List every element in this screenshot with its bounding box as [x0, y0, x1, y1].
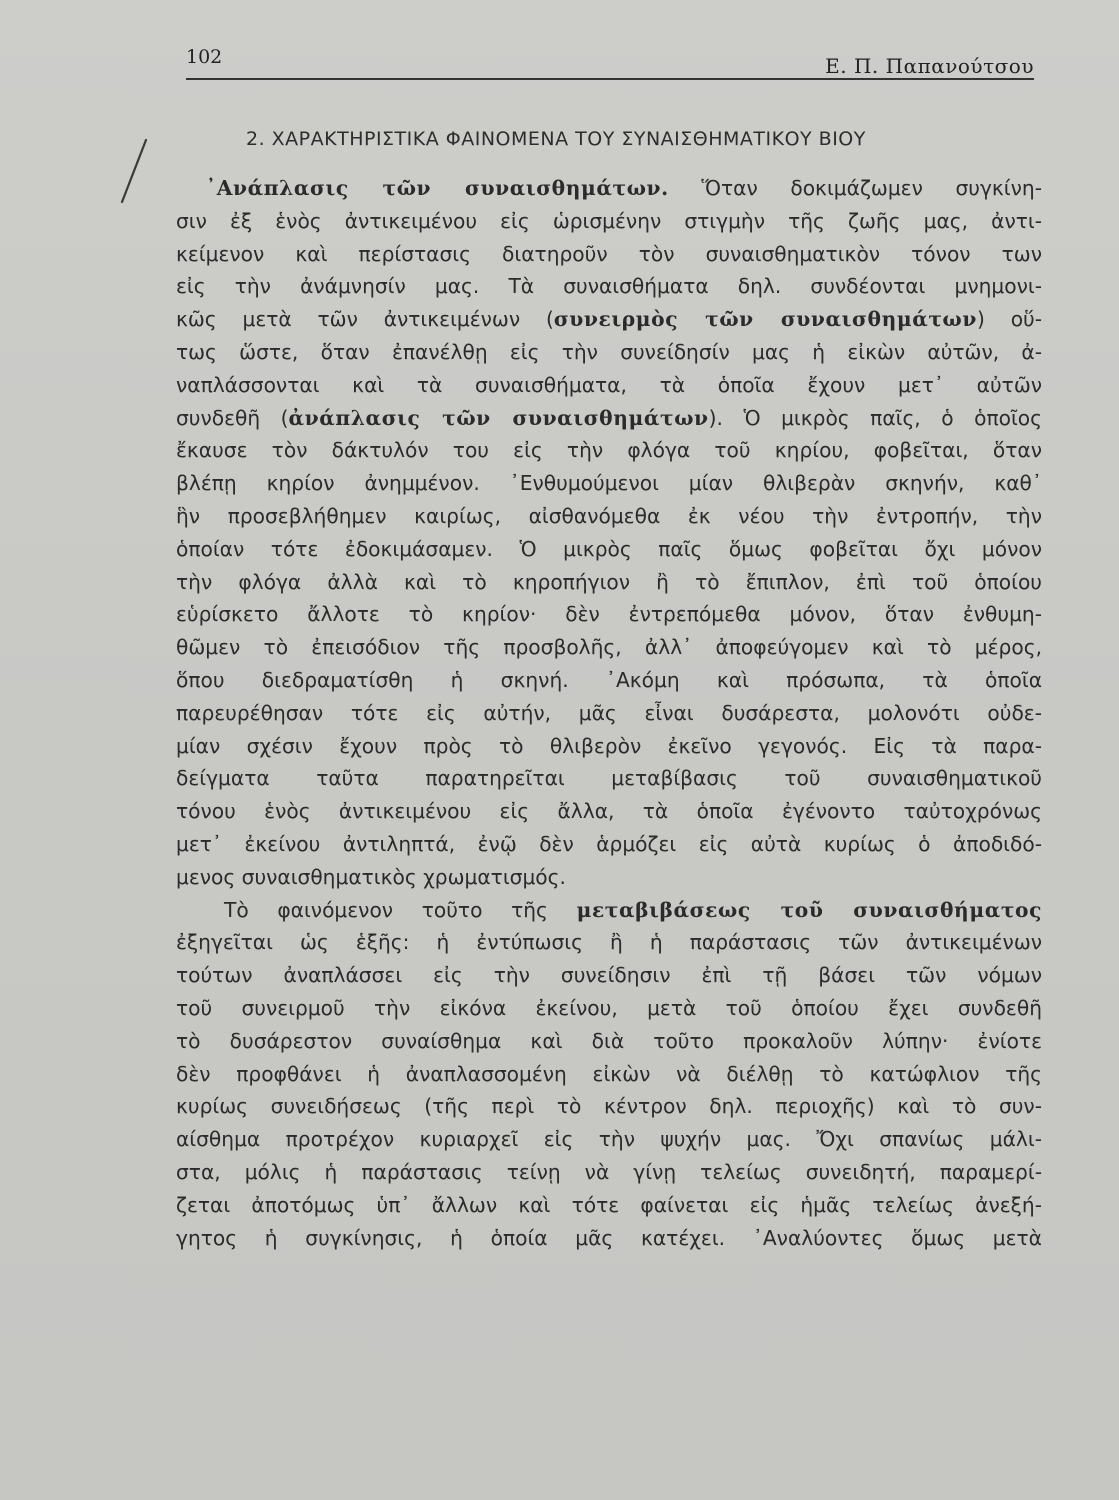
section-title: 2. ΧΑΡΑΚΤΗΡΙΣΤΙΚΑ ΦΑΙΝΟΜΕΝΑ ΤΟΥ ΣΥΝΑΙΣΘΗΜΑΤΙΚΟΥ ΒΙΟΥ	[246, 128, 866, 150]
text-run: κῶς μετὰ τῶν ἀντικειμένων (	[176, 307, 554, 332]
text-line: βλέπῃ κηρίον ἀνημμένον. ᾿Ενθυμούμενοι μίαν θλιβερὰν σκηνήν, καθ᾿	[176, 471, 1042, 496]
text-line: τὸ δυσάρεστον συναίσθημα καὶ διὰ τοῦτο προκαλοῦν λύπην· ἐνίοτε	[176, 1028, 1042, 1053]
text-line: τως ὥστε, ὅταν ἐπανέλθῃ εἰς τὴν συνείδησίν μας ἡ εἰκὼν αὐτῶν, ἀ-	[176, 339, 1042, 364]
text-line: ὁποίαν τότε ἐδοκιμάσαμεν. Ὁ μικρὸς παῖς ὅμως φοβεῖται ὄχι μόνον	[176, 536, 1042, 561]
text-line	[176, 172, 1042, 205]
bold-term: ἀνάπλασις τῶν συναισθημάτων	[288, 405, 709, 430]
text-line: δείγματα ταῦτα παρατηρεῖται μεταβίβασις τοῦ συναισθηματικοῦ	[176, 766, 1042, 791]
text-line: ζεται ἀποτόμως ὑπ᾿ ἄλλων καὶ τότε φαίνεται εἰς ἡμᾶς τελείως ἀνεξή-	[176, 1192, 1042, 1217]
text-line: κυρίως συνειδήσεως (τῆς περὶ τὸ κέντρον δηλ. περιοχῆς) καὶ τὸ συν-	[176, 1094, 1042, 1119]
body-text	[176, 172, 1042, 1254]
text-line: τοῦ συνειρμοῦ τὴν εἰκόνα ἐκείνου, μετὰ τοῦ ὁποίου ἔχει συνδεθῆ	[176, 995, 1042, 1020]
text-line: μίαν σχέσιν ἔχουν πρὸς τὸ θλιβερὸν ἐκεῖνο γεγονός. Εἰς τὰ παρα-	[176, 733, 1042, 758]
text-line: εὑρίσκετο ἄλλοτε τὸ κηρίον· δὲν ἐντρεπόμεθα μόνον, ὅταν ἐνθυμη-	[176, 602, 1042, 627]
text-line: θῶμεν τὸ ἐπεισόδιον τῆς προσβολῆς, ἀλλ᾿ ἀποφεύγομεν καὶ τὸ μέρος,	[176, 635, 1042, 660]
text-line: παρευρέθησαν τότε εἰς αὐτήν, μᾶς εἶναι δυσάρεστα, μολονότι οὐδε-	[176, 700, 1042, 725]
text-line	[176, 894, 1042, 927]
text-line: στα, μόλις ἡ παράστασις τείνῃ νὰ γίνῃ τελείως συνειδητή, παραμερί-	[176, 1159, 1042, 1184]
page-header	[186, 44, 1034, 80]
page-number: 102	[186, 46, 223, 68]
text-line: ὅπου διεδραματίσθη ἡ σκηνή. ᾿Ακόμη καὶ πρόσωπα, τὰ ὁποῖα	[176, 667, 1042, 692]
text-line: αίσθημα προτρέχον κυριαρχεῖ εἰς τὴν ψυχήν μας. Ὄχι σπανίως μάλι-	[176, 1127, 1042, 1152]
handwritten-margin-mark	[112, 136, 152, 206]
bold-term: μεταβιβάσεως τοῦ συναισθήματος	[576, 897, 1042, 922]
running-head: Ε. Π. Παπανούτσου	[825, 54, 1034, 78]
text-line: γητος ἡ συγκίνησις, ἡ ὁποία μᾶς κατέχει. ᾿Αναλύοντες ὅμως μετὰ	[176, 1225, 1042, 1250]
text-run: ). Ὁ μικρὸς παῖς, ὁ ὁποῖος	[708, 405, 1042, 430]
text-line: ναπλάσσονται καὶ τὰ συναισθήματα, τὰ ὁποῖα ἔχουν μετ᾿ αὐτῶν	[176, 372, 1042, 397]
bold-term: ᾿Ανάπλασις τῶν συναισθημάτων.	[206, 176, 669, 200]
bold-term: συνειρμὸς τῶν συναισθημάτων	[553, 307, 977, 332]
text-line: ἔκαυσε τὸν δάκτυλόν του εἰς τὴν φλόγα τοῦ κηρίου, φοβεῖται, ὅταν	[176, 438, 1042, 463]
text-run: συνδεθῆ (	[176, 405, 289, 430]
text-run: Ὅταν δοκιμάζωμεν συγκίνη-	[668, 176, 1042, 200]
text-line: μετ᾿ ἐκείνου ἀντιληπτά, ἐνῷ δὲν ἁρμόζει εἰς αὐτὰ κυρίως ὁ ἀποδιδό-	[176, 831, 1042, 856]
text-line: μενος συναισθηματικὸς χρωματισμός.	[176, 864, 566, 889]
text-line: σιν ἐξ ἑνὸς ἀντικειμένου εἰς ὡρισμένην στιγμὴν τῆς ζωῆς μας, ἀντι-	[176, 208, 1042, 233]
text-line: εἰς τὴν ἀνάμνησίν μας. Τὰ συναισθήματα δηλ. συνδέονται μνημονι-	[176, 274, 1042, 299]
text-line: κείμενον καὶ περίστασις διατηροῦν τὸν συναισθηματικὸν τόνον των	[176, 241, 1042, 266]
text-line: δὲν προφθάνει ἡ ἀναπλασσομένη εἰκὼν νὰ διέλθῃ τὸ κατώφλιον τῆς	[176, 1061, 1042, 1086]
text-line: τὴν φλόγα ἀλλὰ καὶ τὸ κηροπήγιον ἢ τὸ ἔπιπλον, ἐπὶ τοῦ ὁποίου	[176, 569, 1042, 594]
text-line: ἣν προσεβλήθημεν καιρίως, αἰσθανόμεθα ἐκ νέου τὴν ἐντροπήν, τὴν	[176, 503, 1042, 528]
text-line: τούτων ἀναπλάσσει εἰς τὴν συνείδησιν ἐπὶ τῇ βάσει τῶν νόμων	[176, 963, 1042, 988]
text-line: τόνου ἑνὸς ἀντικειμένου εἰς ἄλλα, τὰ ὁποῖα ἐγένοντο ταὐτοχρόνως	[176, 799, 1042, 824]
text-line: ἐξηγεῖται ὡς ἑξῆς: ἡ ἐντύπωσις ἢ ἡ παράστασις τῶν ἀντικειμένων	[176, 930, 1042, 955]
text-line	[176, 303, 1042, 336]
text-line	[176, 402, 1042, 435]
text-run: ) οὕ-	[976, 307, 1042, 332]
text-run: Τὸ φαινόμενον τοῦτο τῆς	[224, 897, 577, 922]
